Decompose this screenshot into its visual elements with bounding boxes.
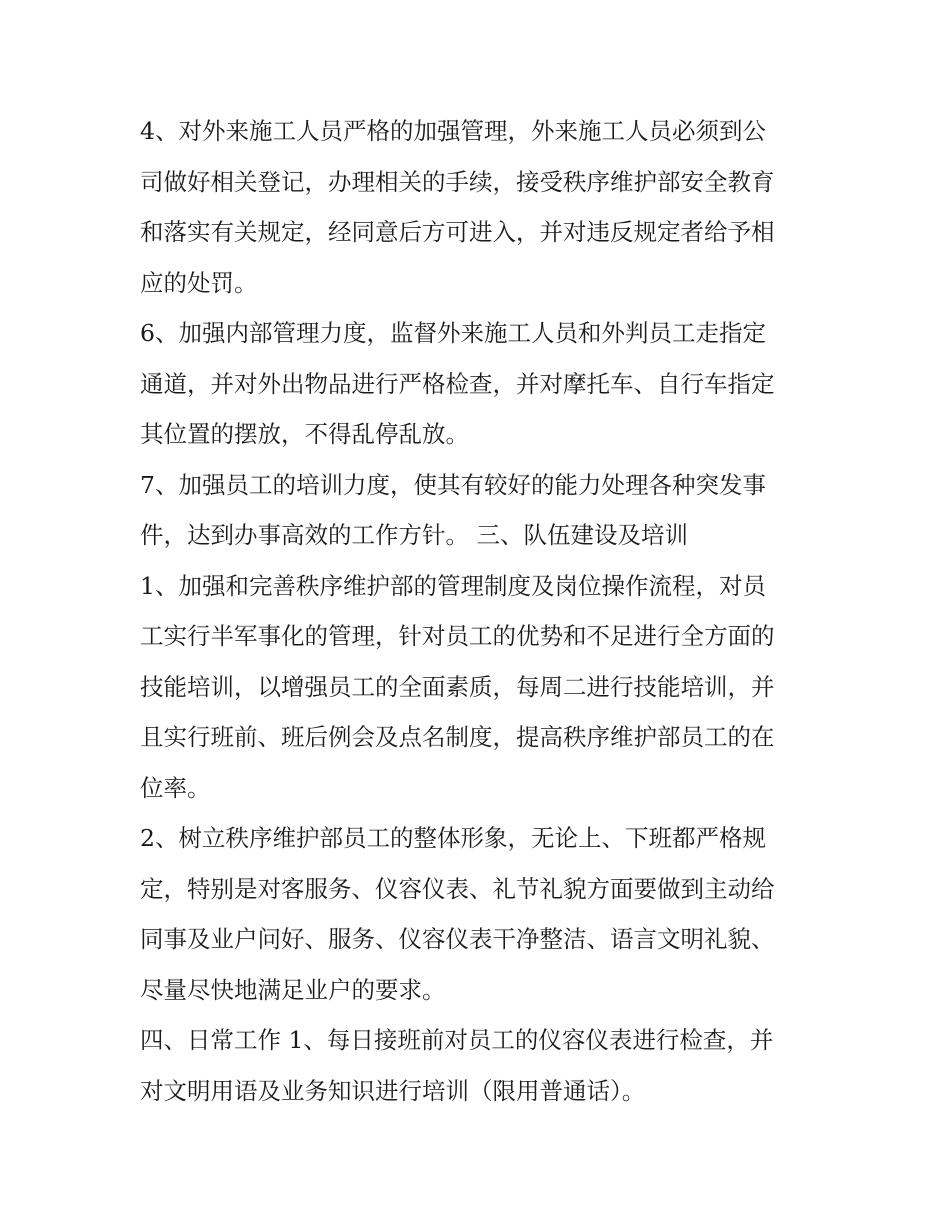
text-line: 1、加强和完善秩序维护部的管理制度及岗位操作流程，对员	[140, 571, 766, 600]
text-line: 同事及业户问好、服务、仪容仪表干净整洁、语言文明礼貌、	[140, 925, 775, 953]
text-line: 应的处罚。	[140, 268, 258, 297]
text-line: 司做好相关登记，办理相关的手续，接受秩序维护部安全教育	[140, 167, 775, 196]
text-line: 和落实有关规定，经同意后方可进入，并对违反规定者给予相	[140, 218, 775, 246]
text-line: 2、树立秩序维护部员工的整体形象，无论上、下班都严格规	[140, 824, 766, 852]
text-line: 其位置的摆放，不得乱停乱放。	[140, 420, 469, 448]
text-line: 件，达到办事高效的工作方针。 三、队伍建设及培训	[140, 521, 688, 549]
text-line: 4、对外来施工人员严格的加强管理，外来施工人员必须到公	[140, 117, 766, 145]
text-line: 且实行班前、班后例会及点名制度，提高秩序维护部员工的在	[140, 723, 775, 751]
text-line: 对文明用语及业务知识进行培训（限用普通话）。	[140, 1076, 646, 1105]
text-line: 7、加强员工的培训力度，使其有较好的能力处理各种突发事	[140, 470, 766, 499]
text-line: 定，特别是对客服务、仪容仪表、礼节礼貌方面要做到主动给	[140, 874, 775, 903]
text-line: 四、日常工作 1、每日接班前对员工的仪容仪表进行检查，并	[140, 1026, 774, 1054]
document-body	[140, 106, 820, 1116]
text-line: 技能培训，以增强员工的全面素质，每周二进行技能培训，并	[140, 672, 775, 701]
text-line: 尽量尽快地满足业户的要求。	[140, 975, 446, 1004]
text-line: 6、加强内部管理力度，监督外来施工人员和外判员工走指定	[140, 319, 766, 347]
text-line: 位率。	[140, 773, 211, 802]
text-line: 通道，并对外出物品进行严格检查，并对摩托车、自行车指定	[140, 369, 775, 398]
text-line: 工实行半军事化的管理，针对员工的优势和不足进行全方面的	[140, 622, 775, 650]
